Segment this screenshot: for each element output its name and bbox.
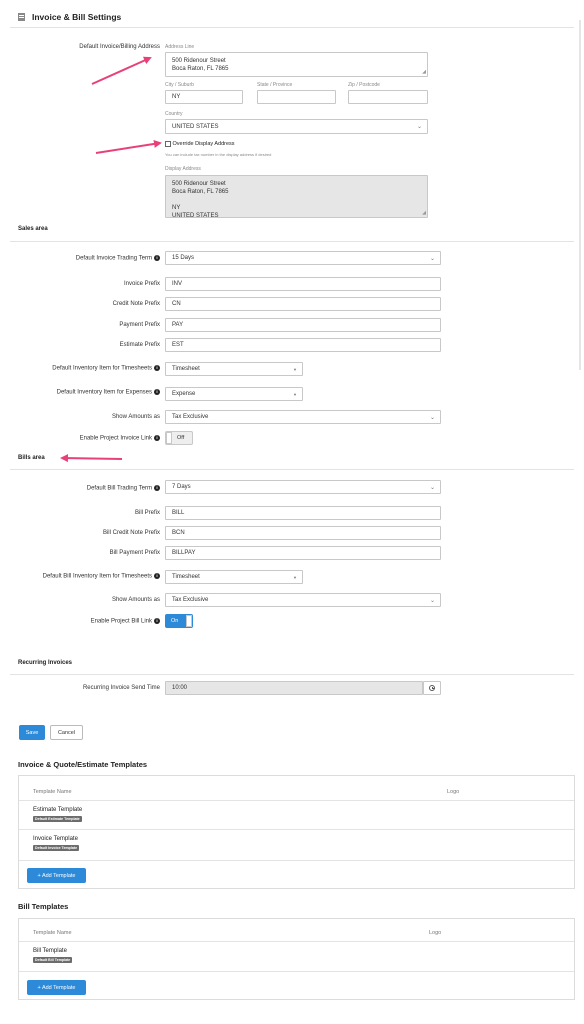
add-template-button[interactable]: + Add Template	[27, 980, 86, 995]
country-select[interactable]	[165, 119, 428, 134]
resize-handle-icon: ◢	[422, 210, 426, 216]
template-row[interactable]	[19, 941, 574, 971]
bill-prefix-input[interactable]	[165, 506, 441, 520]
display-address-label: Display Address	[165, 166, 201, 172]
sales-area-heading: Sales area	[18, 226, 48, 232]
zip-input[interactable]	[348, 90, 428, 104]
display-line-1: 500 Ridenour Street	[172, 181, 226, 187]
bill-show-amounts-label: Show Amounts as	[111, 597, 160, 603]
bills-area-heading: Bills area	[18, 455, 45, 461]
estimate-prefix-input[interactable]	[165, 338, 441, 352]
divider	[19, 971, 574, 972]
address-line-1: 500 Ridenour Street	[172, 58, 226, 64]
payment-prefix-label: Payment Prefix	[119, 322, 160, 328]
bill-inv-item-timesheets-label	[0, 573, 160, 580]
override-checkbox-row[interactable]	[165, 141, 235, 147]
inv-item-expenses-label	[0, 389, 160, 396]
city-value: NY	[172, 94, 181, 100]
bill-inv-item-timesheets-value: Timesheet	[172, 574, 200, 580]
template-name: Bill Template	[33, 948, 67, 954]
state-label: State / Province	[257, 82, 293, 88]
info-icon: i	[154, 573, 160, 579]
address-line-2: Boca Raton, FL 7865	[172, 66, 229, 72]
invoice-prefix-value: INV	[172, 281, 183, 287]
display-line-3: NY	[172, 205, 181, 211]
bill-trading-term-value: 7 Days	[172, 484, 191, 490]
template-name: Invoice Template	[33, 836, 78, 842]
info-icon: i	[154, 485, 160, 491]
chevron-down-icon: ⌄	[429, 597, 435, 604]
inv-item-expenses-value: Expense	[172, 391, 196, 397]
send-time-value: 10:00	[172, 685, 188, 691]
inv-item-expenses-select[interactable]	[165, 387, 303, 401]
inv-item-timesheets-text: Default Inventory Item for Timesheets	[52, 365, 152, 372]
address-row-label: Default Invoice/Billing Address	[79, 44, 160, 50]
recurring-heading: Recurring Invoices	[18, 660, 73, 666]
caret-down-icon: ▼	[293, 392, 297, 397]
bill-payment-prefix-value: BILLPAY	[172, 550, 196, 556]
scrollbar[interactable]	[579, 20, 581, 370]
caret-down-icon: ▼	[293, 367, 297, 372]
divider	[10, 27, 574, 28]
arrow-to-address	[92, 58, 150, 84]
display-line-2: Boca Raton, FL 7865	[172, 189, 229, 195]
info-icon: i	[154, 389, 160, 395]
bill-show-amounts-value: Tax Exclusive	[172, 597, 209, 603]
chevron-down-icon: ⌄	[429, 255, 435, 262]
send-time-label: Recurring Invoice Send Time	[82, 685, 160, 691]
address-line-label: Address Line	[165, 44, 195, 50]
bill-templates-heading: Bill Templates	[18, 902, 69, 911]
save-button[interactable]: Save	[19, 725, 45, 740]
credit-note-prefix-input[interactable]	[165, 297, 441, 311]
template-name: Estimate Template	[33, 807, 83, 813]
credit-note-prefix-label: Credit Note Prefix	[112, 301, 160, 307]
payment-prefix-value: PAY	[172, 322, 184, 328]
bill-trading-term-text: Default Bill Trading Term	[86, 485, 152, 492]
toggle-state: On	[171, 618, 179, 624]
bill-payment-prefix-label: Bill Payment Prefix	[109, 550, 160, 556]
inv-item-timesheets-select[interactable]	[165, 362, 303, 376]
country-label: Country	[165, 111, 183, 117]
invoice-prefix-label: Invoice Prefix	[123, 281, 160, 287]
state-input[interactable]	[257, 90, 336, 104]
payment-prefix-input[interactable]	[165, 318, 441, 332]
project-invoice-link-label	[0, 435, 160, 442]
credit-note-prefix-value: CN	[172, 301, 181, 307]
clock-icon	[429, 685, 435, 691]
estimate-prefix-value: EST	[172, 342, 184, 348]
default-badge: Default Bill Template	[35, 958, 71, 962]
bill-inv-item-timesheets-text: Default Bill Inventory Item for Timesheets	[42, 573, 152, 580]
override-hint: You can include tax number in the display address if desired	[165, 152, 272, 157]
info-icon: i	[154, 618, 160, 624]
resize-handle-icon: ◢	[422, 69, 426, 75]
bill-trading-term-select[interactable]	[165, 480, 441, 494]
bill-prefix-label: Bill Prefix	[134, 510, 160, 516]
sales-show-amounts-select[interactable]	[165, 410, 441, 424]
bill-prefix-value: BILL	[172, 510, 185, 516]
page-header	[18, 10, 121, 24]
project-invoice-link-toggle[interactable]	[165, 431, 193, 445]
bill-credit-note-prefix-value: BCN	[172, 530, 185, 536]
bill-inv-item-timesheets-select[interactable]	[165, 570, 303, 584]
send-time-clock-button[interactable]	[423, 681, 441, 695]
inv-item-expenses-text: Default Inventory Item for Expenses	[56, 389, 152, 396]
invoice-trading-term-label	[0, 255, 160, 262]
col-logo: Logo	[429, 930, 442, 936]
inv-item-timesheets-value: Timesheet	[172, 366, 200, 372]
divider	[19, 860, 574, 861]
invoice-templates-heading: Invoice & Quote/Estimate Templates	[18, 760, 148, 769]
override-label: Override Display Address	[172, 141, 235, 147]
divider	[10, 674, 574, 675]
col-template-name: Template Name	[33, 930, 72, 936]
toggle-knob	[166, 432, 172, 444]
display-line-4: UNITED STATES	[172, 213, 219, 218]
project-bill-link-label	[0, 618, 160, 625]
toggle-state: Off	[177, 435, 185, 441]
invoice-trading-term-select[interactable]	[165, 251, 441, 265]
default-badge: Default Estimate Template	[35, 817, 80, 821]
cancel-button[interactable]: Cancel	[50, 725, 83, 740]
sales-show-amounts-value: Tax Exclusive	[172, 414, 209, 420]
send-time-input[interactable]	[165, 681, 423, 695]
override-checkbox[interactable]	[165, 141, 171, 147]
bill-trading-term-label	[0, 485, 160, 492]
caret-down-icon: ▼	[293, 575, 297, 580]
zip-label: Zip / Postcode	[348, 82, 380, 88]
bill-show-amounts-select[interactable]	[165, 593, 441, 607]
bill-templates-card	[18, 918, 575, 1000]
template-row[interactable]	[19, 829, 574, 859]
col-logo: Logo	[447, 789, 460, 795]
invoice-prefix-input[interactable]	[165, 277, 441, 291]
country-value: UNITED STATES	[172, 123, 219, 130]
chevron-down-icon: ⌄	[429, 484, 435, 491]
arrow-to-bills-area	[62, 458, 122, 459]
chevron-down-icon: ⌄	[429, 414, 435, 421]
estimate-prefix-label: Estimate Prefix	[119, 342, 160, 348]
default-badge: Default Invoice Template	[35, 846, 78, 850]
invoice-templates-card	[18, 775, 575, 889]
bill-credit-note-prefix-input[interactable]	[165, 526, 441, 540]
city-input[interactable]	[165, 90, 243, 104]
divider	[10, 469, 574, 470]
sales-show-amounts-label: Show Amounts as	[111, 414, 160, 420]
inv-item-timesheets-label	[0, 365, 160, 372]
document-icon	[18, 13, 25, 21]
info-icon: i	[154, 435, 160, 441]
project-bill-link-toggle[interactable]	[165, 614, 193, 628]
project-invoice-link-text: Enable Project Invoice Link	[79, 435, 152, 442]
bill-credit-note-prefix-label: Bill Credit Note Prefix	[102, 530, 160, 536]
project-bill-link-text: Enable Project Bill Link	[90, 618, 152, 625]
divider	[10, 241, 574, 242]
bill-payment-prefix-input[interactable]	[165, 546, 441, 560]
col-template-name: Template Name	[33, 789, 72, 795]
invoice-trading-term-text: Default Invoice Trading Term	[75, 255, 152, 262]
address-line-textarea[interactable]	[165, 52, 428, 77]
display-address-textarea	[165, 175, 428, 218]
info-icon: i	[154, 365, 160, 371]
arrow-to-override	[96, 143, 160, 153]
toggle-knob	[186, 615, 192, 627]
template-row[interactable]	[19, 800, 574, 830]
invoice-trading-term-value: 15 Days	[172, 255, 195, 261]
display-line-blank	[172, 196, 427, 204]
city-label: City / Suburb	[165, 82, 194, 88]
chevron-down-icon: ⌄	[416, 124, 422, 130]
add-template-button[interactable]: + Add Template	[27, 868, 86, 883]
page-title: Invoice & Bill Settings	[32, 12, 122, 22]
info-icon: i	[154, 255, 160, 261]
